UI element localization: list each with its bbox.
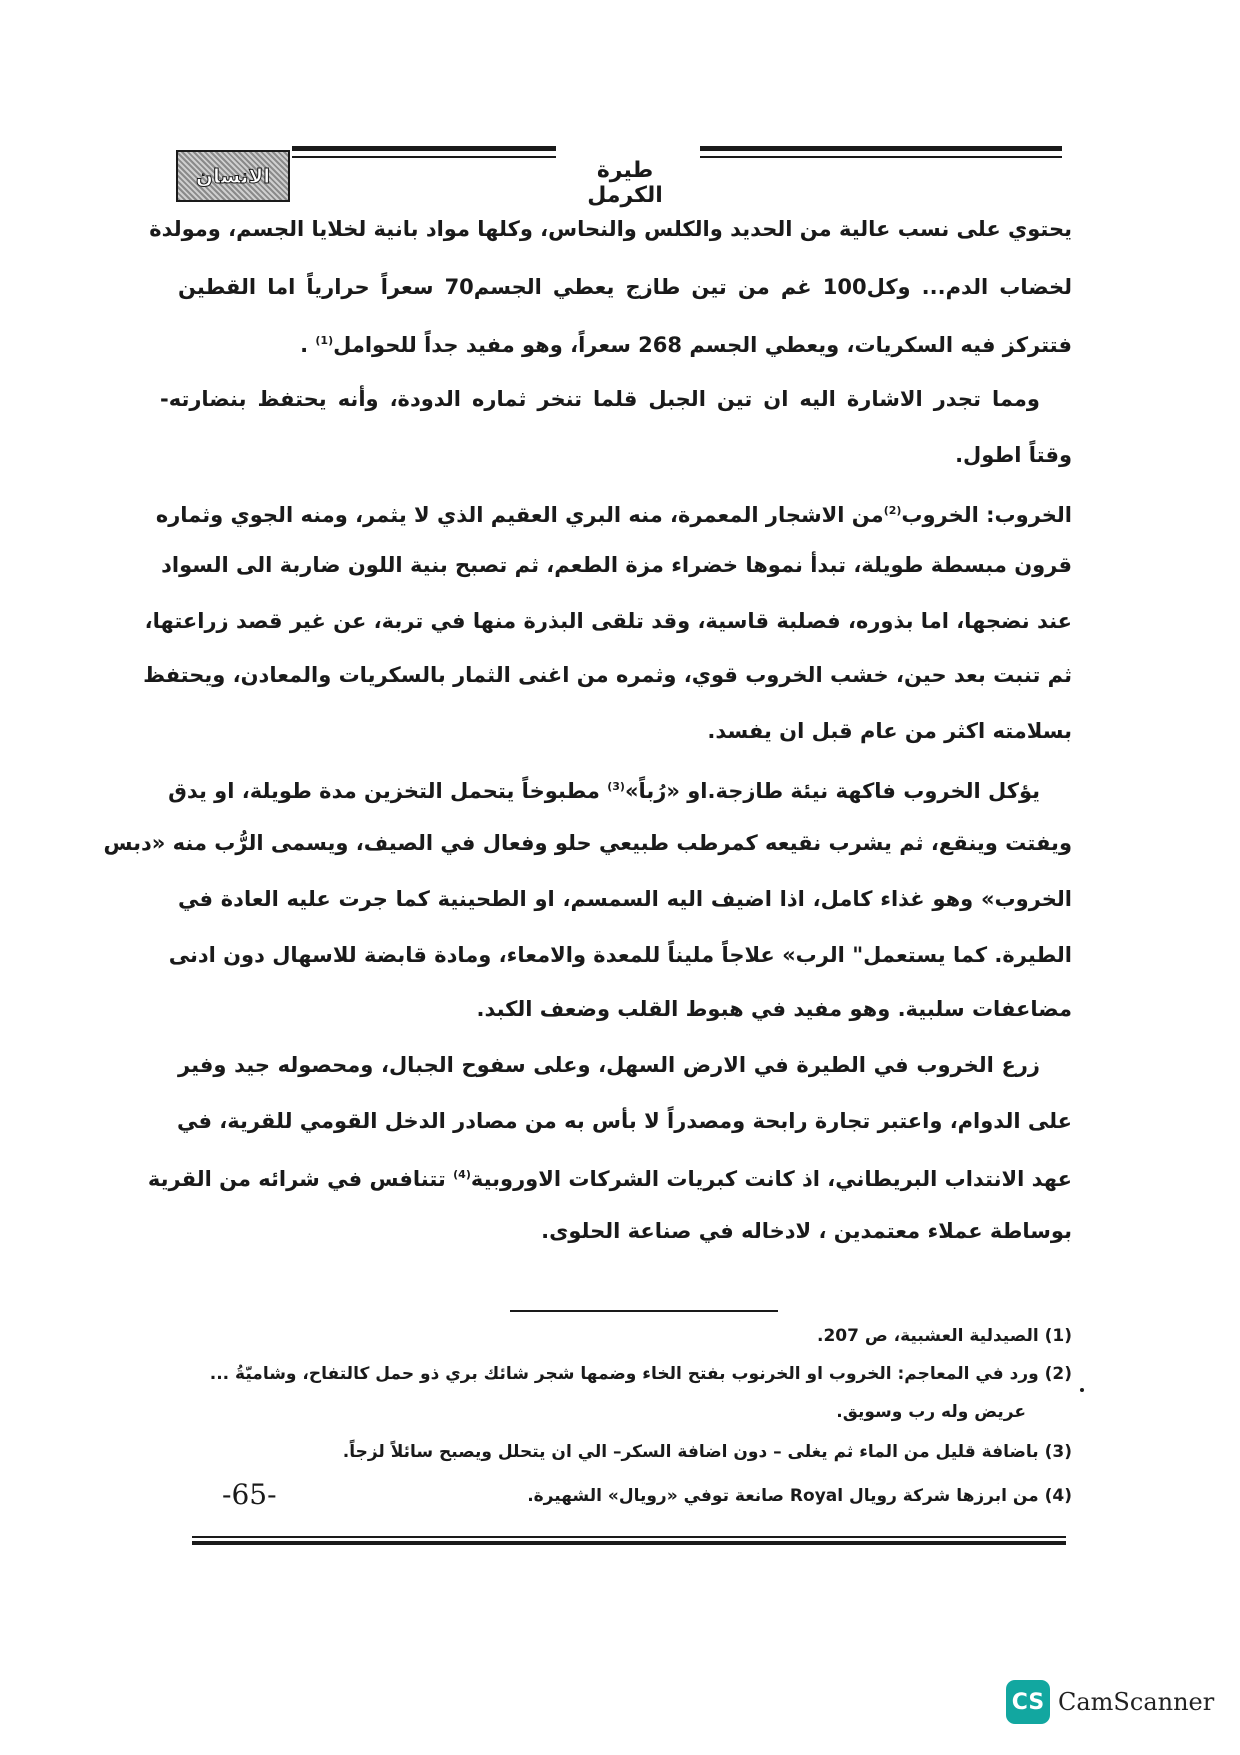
body-line-11-start: يؤكل الخروب فاكهة نيئة طازجة.او «رُباً» [624, 779, 1040, 803]
body-line-18 [147, 1160, 1072, 1194]
header-rule-right [700, 146, 1062, 162]
body-line-18-start: عهد الانتداب البريطاني، اذ كانت كبريات الشركات الاوروبية [470, 1167, 1072, 1191]
section-badge [176, 150, 290, 202]
body-line-11-end: مطبوخاً يتحمل التخزين مدة طويلة، او يدق [168, 779, 600, 803]
body-line-12: ويفتت وينقع، ثم يشرب نقيعه كمرطب طبيعي حلو وفعال في الصيف، ويسمى الرُّب منه «دبس [103, 831, 1072, 855]
body-line-3 [300, 326, 1072, 360]
footnote-ref-2: (2) [883, 504, 902, 517]
body-line-8: عند نضجها، اما بذوره، فصلبة قاسية، وقد تلقى البذرة منها في تربة، عن غير قصد زراعتها، [144, 609, 1072, 633]
footnote-separator [510, 1310, 778, 1312]
footnote-4: (4) من ابرزها شركة رويال Royal صانعة توفي «رويال» الشهيرة. [527, 1486, 1072, 1506]
stray-mark [1080, 1388, 1084, 1392]
body-line-18-end: تتنافس في شرائه من القرية [147, 1167, 446, 1191]
page-number: -65- [222, 1478, 277, 1511]
body-line-1: يحتوي على نسب عالية من الحديد والكلس والنحاس، وكلها مواد بانية لخلايا الجسم، ومولدة [149, 217, 1072, 241]
body-line-15: مضاعفات سلبية. وهو مفيد في هبوط القلب وضعف الكبد. [476, 997, 1072, 1021]
body-line-16: زرع الخروب في الطيرة في الارض السهل، وعلى سفوح الجبال، ومحصوله جيد وفير [178, 1053, 1040, 1077]
footnote-2: (2) ورد في المعاجم: الخروب او الخرنوب بفتح الخاء وضمها شجر شائك بري ذو حمل كالتفاح، وشاميّةُ ... [209, 1364, 1072, 1384]
footnote-2-continued: عريض وله رب وسويق. [836, 1402, 1026, 1422]
body-line-6-text: من الاشجار المعمرة، منه البري العقيم الذي لا يثمر، ومنه الجوي وثماره [155, 503, 884, 527]
body-line-2: لخضاب الدم... وكل100 غم من تين طازج يعطي الجسم70 سعراً حرارياً اما القطين [178, 275, 1072, 299]
body-line-13: الخروب» وهو غذاء كامل، اذا اضيف اليه السمسم، او الطحينية كما جرت عليه العادة في [178, 887, 1072, 911]
footer-rule [192, 1536, 1066, 1546]
carob-heading: الخروب: الخروب [901, 503, 1072, 527]
body-line-11 [168, 772, 1040, 806]
body-line-9: ثم تنبت بعد حين، خشب الخروب قوي، وثمره من اغنى الثمار بالسكريات والمعادن، ويحتفظ [143, 663, 1072, 687]
footnote-ref-4: (4) [453, 1168, 471, 1181]
footnote-3: (3) باضافة قليل من الماء ثم يغلى – دون اضافة السكر– الي ان يتحلل ويصبح سائلاً لزجاً. [342, 1442, 1072, 1462]
body-line-14: الطيرة. كما يستعمل" الرب» علاجاً مليناً للمعدة والامعاء، ومادة قابضة للاسهال دون ادنى [168, 943, 1072, 967]
footnote-ref-1: (1) [315, 334, 334, 347]
sentence-end-dot: . [300, 333, 309, 357]
body-line-19: بوساطة عملاء معتمدين ، لادخاله في صناعة الحلوى. [541, 1219, 1072, 1243]
body-line-4: ومما تجدر الاشارة اليه ان تين الجبل قلما تنخر ثماره الدودة، وأنه يحتفظ بنضارته- [160, 387, 1040, 411]
running-header-title: طيرة الكرمل [587, 158, 663, 208]
camscanner-logo-icon: CS [1006, 1680, 1050, 1724]
header-rule-left [292, 146, 556, 162]
body-line-5: وقتاً اطول. [955, 443, 1072, 467]
body-line-6 [155, 496, 1072, 530]
camscanner-label: CamScanner [1058, 1688, 1215, 1716]
body-line-3-text: فتتركز فيه السكريات، ويعطي الجسم 268 سعراً، وهو مفيد جداً للحوامل [333, 333, 1072, 357]
footnote-ref-3: (3) [607, 780, 625, 793]
footnote-1: (1) الصيدلية العشبية، ص 207. [816, 1326, 1072, 1346]
camscanner-watermark [1006, 1680, 1214, 1724]
body-line-17: على الدوام، واعتبر تجارة رابحة ومصدراً لا بأس به من مصادر الدخل القومي للقرية، في [176, 1109, 1072, 1133]
body-line-7: قرون مبسطة طويلة، تبدأ نموها خضراء مزة الطعم، ثم تصبح بنية اللون ضاربة الى السواد [161, 553, 1072, 577]
body-line-10: بسلامته اكثر من عام قبل ان يفسد. [707, 719, 1072, 743]
section-badge-label: الانسان [195, 164, 271, 188]
